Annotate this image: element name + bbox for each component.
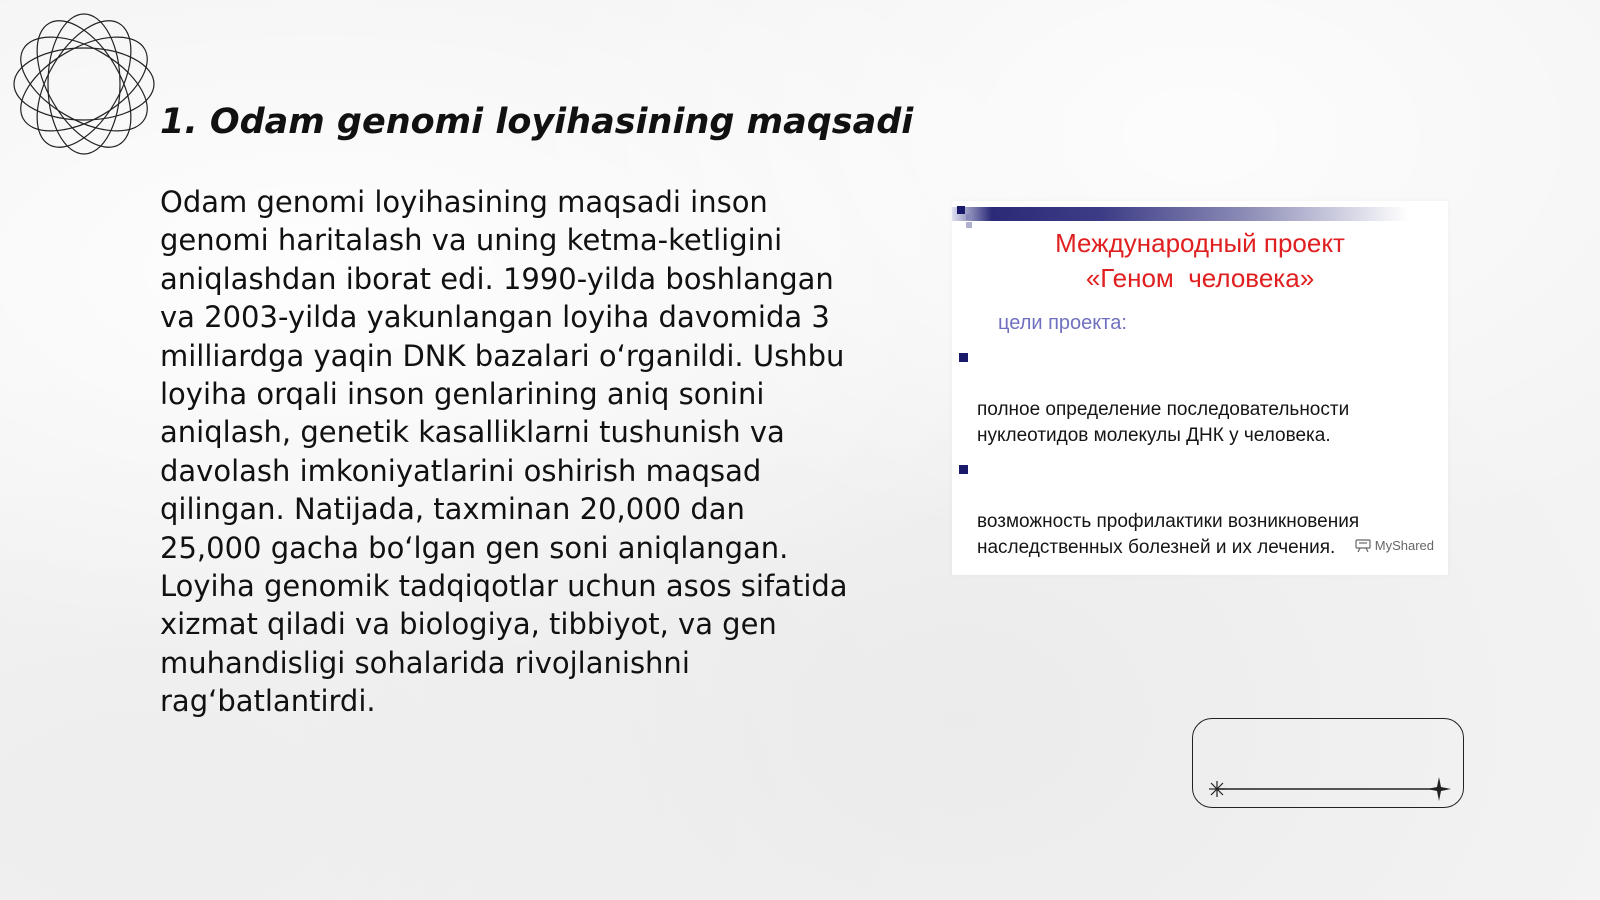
embedded-slide-image: [952, 201, 1448, 575]
square-bullet-icon: [959, 465, 968, 474]
four-point-star-icon: [1427, 777, 1451, 801]
slide-heading: [952, 226, 1448, 296]
slide-corner-square-icon: [966, 214, 972, 220]
slide-bullet-list: [957, 345, 1437, 569]
sparkle-icon: [1209, 781, 1225, 797]
slide-heading-line: Международный проект: [1055, 228, 1345, 258]
bullet-text: полное определение последовательности нуклеотидов молекулы ДНК у человека.: [977, 399, 1350, 446]
slide-gradient-bar: [952, 207, 1448, 221]
body-paragraph: Odam genomi loyihasining maqsadi inson genomi haritalash va uning ketma-ketligini aniqlashdan iborat edi. 1990-yilda boshlangan va 2003-yilda yakunlangan loyiha davomida 3 milliardga yaqin DNK bazalari o‘rganildi. Ushbu loyiha orqali inson genlarining aniq sonini aniqlash, genetik kasalliklarni tushunish va davolash imkoniyatlarini oshirish maqsad qilingan. Natijada, taxminan 20,000 dan 25,000 gacha bo‘lgan gen soni aniqlangan. Loyiha genomik tadqiqotlar uchun asos sifatida xizmat qiladi va biologiya, tibbiyot, va gen muhandisligi sohalarida rivojlanishni rag‘batlantirdi.: [160, 185, 848, 719]
slider-line-graphic: [1193, 719, 1465, 809]
slide-heading-line: «Геном человека»: [1085, 263, 1315, 293]
list-item: [957, 345, 1437, 449]
presentation-board-icon: [1355, 539, 1371, 553]
square-bullet-icon: [959, 353, 968, 362]
slide-corner-square-icon: [957, 206, 965, 214]
page-title: 1. Odam genomi loyihasining maqsadi: [160, 102, 914, 142]
interlocking-circles-logo-icon: [10, 10, 158, 158]
myshared-watermark: [1355, 538, 1434, 553]
watermark-text: MyShared: [1374, 538, 1434, 553]
slide-goals-label: цели проекта:: [998, 312, 1127, 334]
decorative-slider-frame: [1192, 718, 1464, 808]
bullet-text: возможность профилактики возникновения наследственных болезней и их лечения.: [977, 511, 1360, 558]
